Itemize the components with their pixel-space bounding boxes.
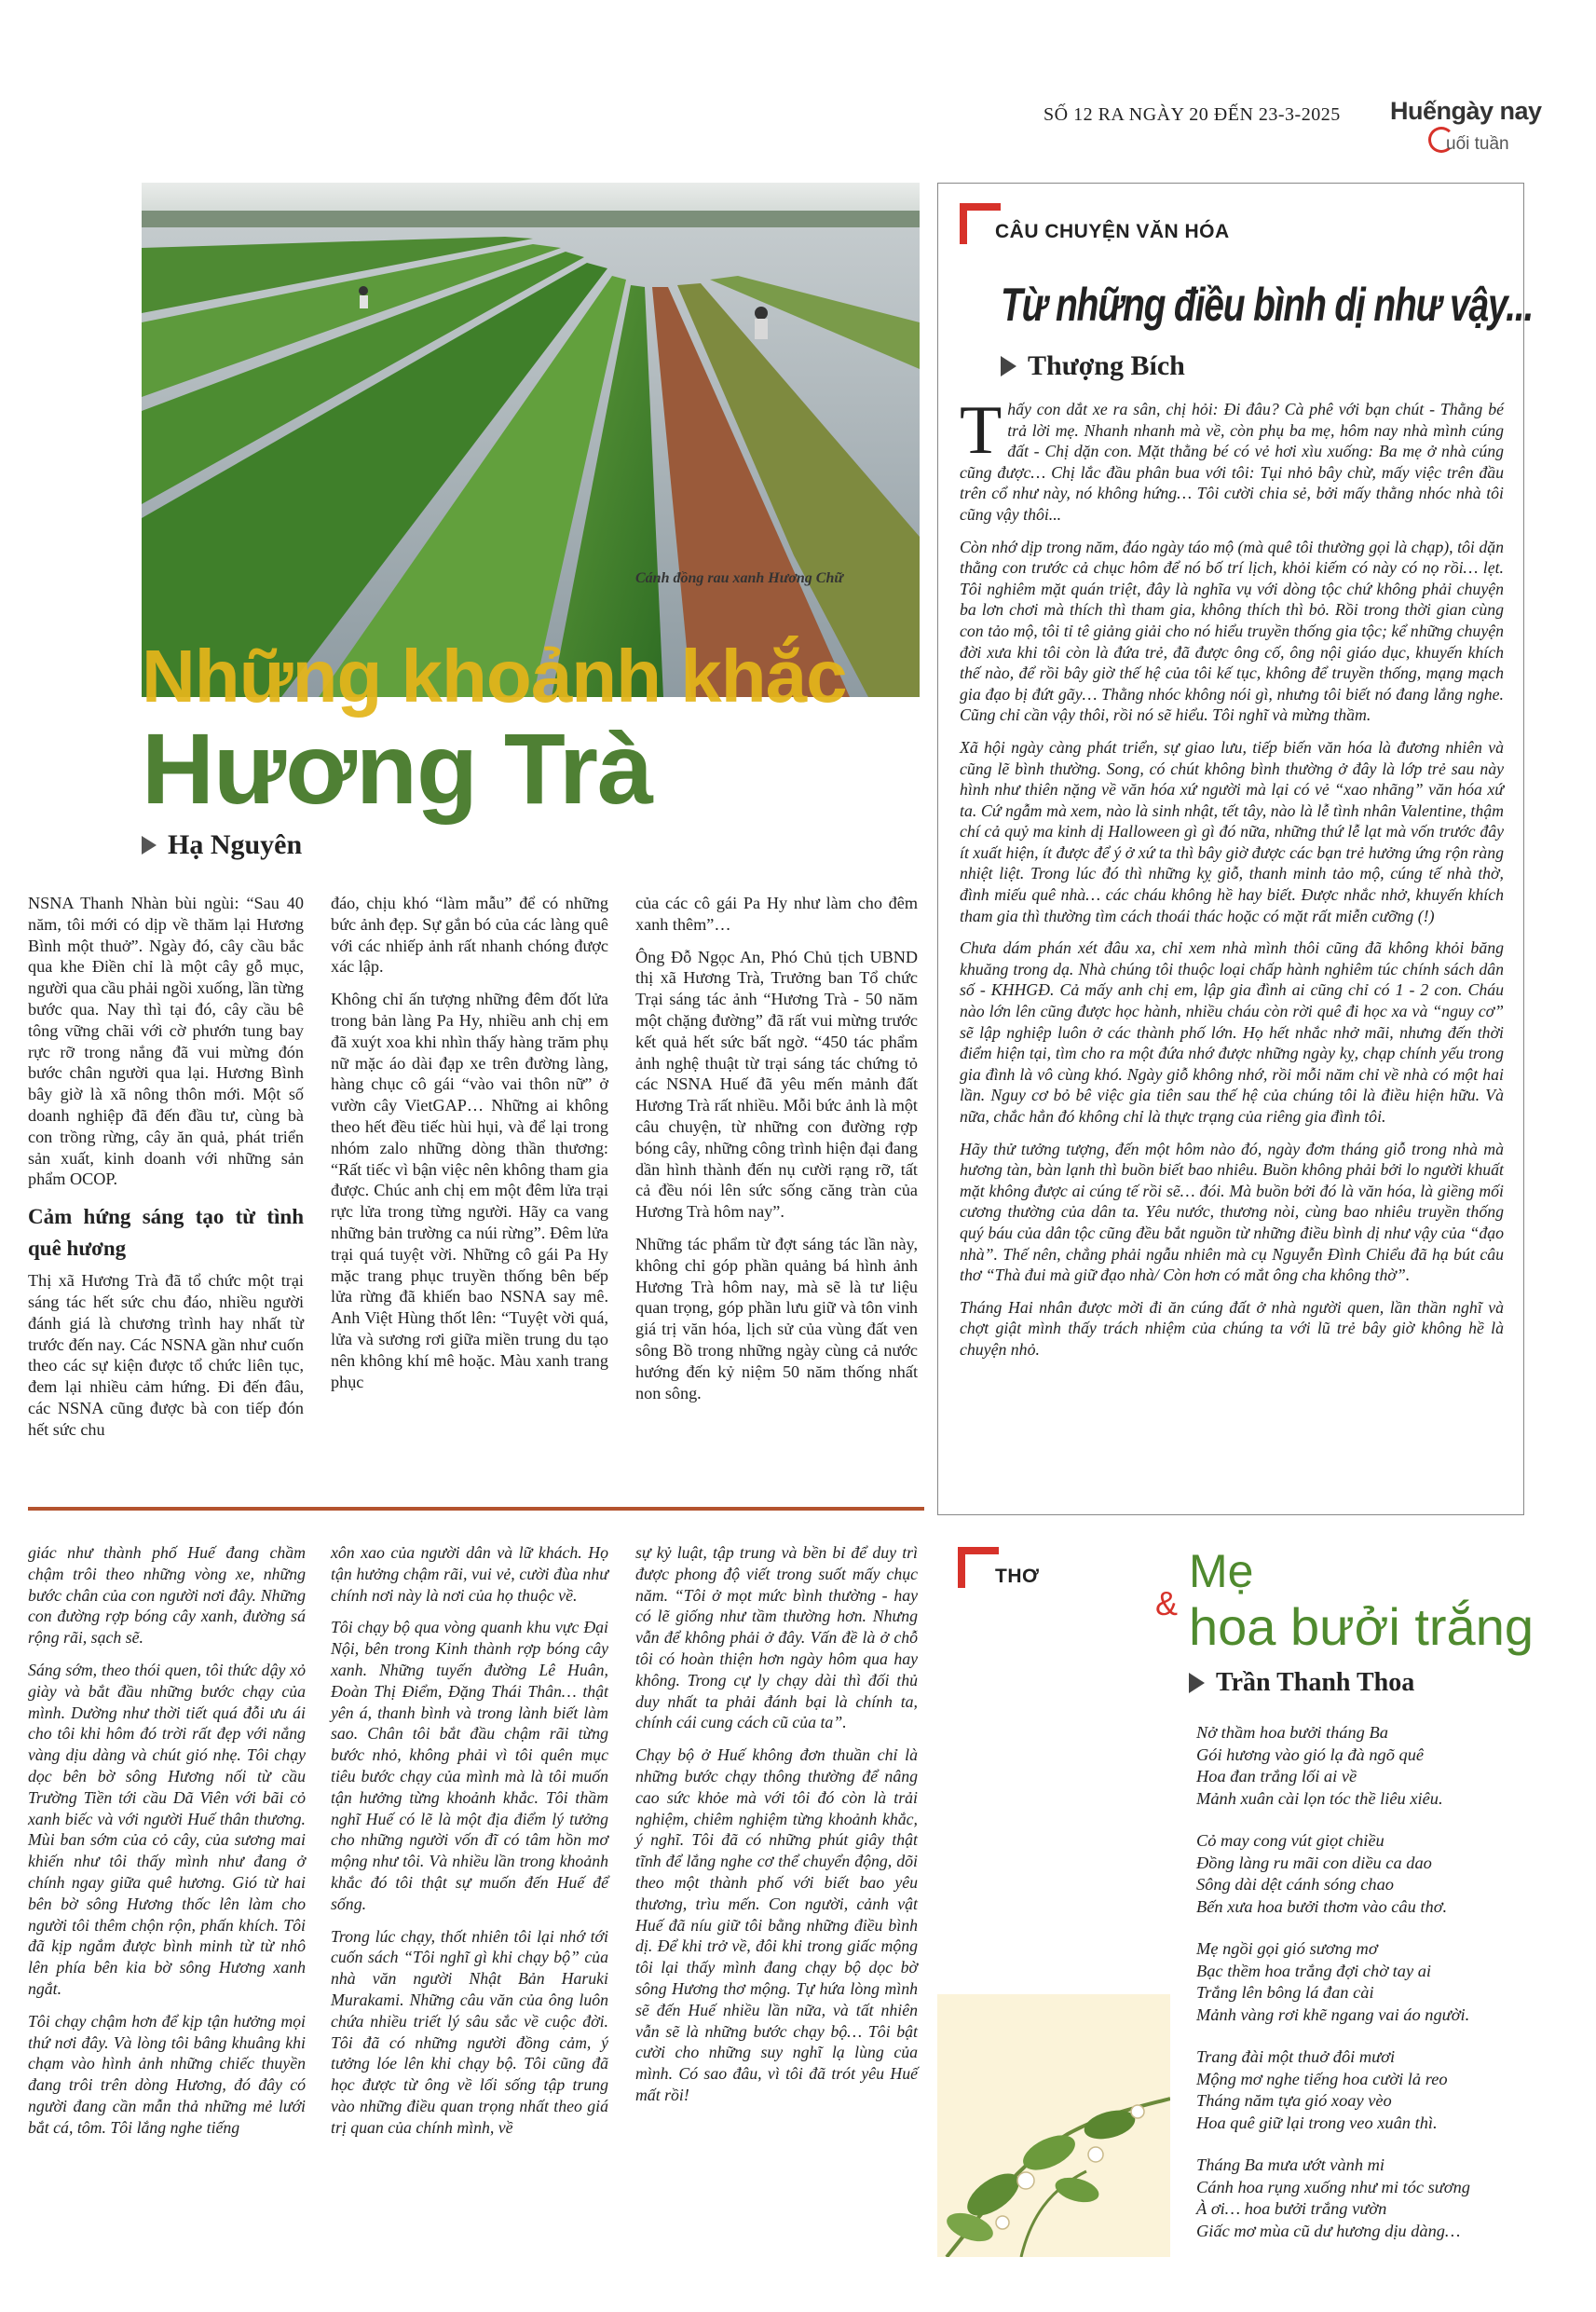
feature-column-1	[28, 893, 304, 1452]
poem-line: Đồng làng ru mãi con diều ca dao	[1196, 1853, 1432, 1872]
poem-line: Bến xưa hoa bưởi thơm vào câu thơ.	[1196, 1896, 1448, 1916]
feature-title-line2: Hương Trà	[142, 712, 653, 825]
play-triangle-icon	[1001, 356, 1016, 376]
poem-line: Mảnh xuân cài lọn tóc thề liêu xiêu.	[1196, 1788, 1443, 1808]
poem-line: Trắng lên bông lá đan cài	[1196, 1983, 1374, 2002]
photo-caption: Cánh đồng rau xanh Hương Chữ	[635, 570, 843, 586]
poem-rubric: THƠ	[995, 1566, 1040, 1587]
poem-ampersand: &	[1155, 1584, 1179, 1622]
culture-body	[960, 392, 1504, 1372]
poem-line: Nở thầm hoa bưởi tháng Ba	[1196, 1723, 1388, 1742]
paragraph: Ông Đỗ Ngọc An, Phó Chủ tịch UBND thị xã Hương Trà, Trưởng ban Tổ chức Trại sáng tác ảnh “Hương Trà - 50 năm một chặng đường” đã rất vui mừng trước kết quả hết sức bất ngờ. “450 tác phẩm ảnh nghệ thuật từ trại sáng tác chứng tỏ các NSNA Huế đã yêu mến mảnh đất Hương Trà rất nhiều. Mỗi bức ảnh là một câu chuyện, từ những con đường rợp bóng cây, những công trình hiện đại đang dần hình thành đến nụ cười rạng rỡ, tất cả đều nói lên sức sống căng tràn của Hương Trà hôm nay”.	[635, 947, 918, 1222]
poem-line: Cánh hoa rụng xuống như mi tóc sương	[1196, 2177, 1470, 2196]
publication-sub-logo: uối tuần	[1446, 134, 1509, 154]
paragraph: Không chỉ ấn tượng những đêm đốt lửa trong bản làng Pa Hy, nhiều anh chị em đã xuýt xoa khi nhìn thấy hàng trăm phụ nữ mặc áo dài đạp xe trên đường làng, hàng chục cô gái “vào vai thôn nữ” ở vườn cây VietGAP… Những ai không theo hết đều tiếc hùi hụi, và để lại trong nhóm zalo những dòng thần thương: “Rất tiếc vì bận việc nên không tham gia được. Chúc anh chị em một đêm lửa trại rực lửa trong từng người. Hãy ca vang những bản trường ca núi rừng”. Đêm lửa trại quá tuyệt vời. Những cô gái Pa Hy mặc trang phục truyền thống bên bếp lửa rừng đã khiến bao NSNA say mê. Anh Việt Hùng thốt lên: “Tuyệt vời quá, lửa và sương rơi giữa miền trung du tạo nên không khí mê hoặc. Màu xanh trang phục	[331, 990, 608, 1391]
running-column-2	[331, 1542, 608, 2150]
paragraph: Thị xã Hương Trà đã tổ chức một trại sáng tác hết sức chu đáo, nhiều người đánh giá là chương trình hay nhất từ trước đến nay. Các NSNA gần như cuốn theo các sự kiện được tổ chức liên tục, đem lại nhiều cảm hứng. Đi đến đâu, các NSNA cũng được bà con tiếp đón hết sức chu	[28, 1271, 304, 1439]
poem-line: Trang đài một thuở đôi mươi	[1196, 2047, 1396, 2066]
section-subhead: Cảm hứng sáng tạo từ tình quê hương	[28, 1205, 304, 1261]
feature-author: Hạ Nguyên	[168, 829, 303, 860]
paragraph: Sáng sớm, theo thói quen, tôi thức dậy xỏ giày và bắt đầu những bước chạy của mình. Dường như thời tiết quá đỗi ưu ái cho tôi khi hôm đó trời rất đẹp với nắng vàng dịu dàng và chút gió nhẹ. Tôi chạy dọc bên bờ sông Hương nối từ cầu Trường Tiền tới cầu Dã Viên với bãi cỏ xanh biếc và với người Huế thân thương. Mùi ban sớm của cỏ cây, của sương mai khiến như tôi thấy mình như đang ở chính ngay giữa quê hương. Gió từ hai bên bờ sông Hương thốc lên làm cho người tôi thêm chộn rộn, phấn khích. Tôi đã kịp ngắm được bình minh từ từ nhô lên phía bên kia bờ sông Hương xanh ngắt.	[28, 1660, 306, 1998]
poem-line: Hoa đan trắng lối ai về	[1196, 1767, 1357, 1785]
paragraph: Thấy con dắt xe ra sân, chị hỏi: Đi đâu? Cà phê với bạn chút - Thằng bé trả lời mẹ. Nhanh nhanh mà về, còn phụ ba mẹ, hôm nay nhà mình cúng đất - Chị dặn con. Mặt thằng bé có vẻ hơi xìu xuống: Ba mẹ ở nhà cúng cũng được… Chị lắc đầu phân bua với tôi: Tụi nhỏ bây chừ, mấy việc trên đầu trên cổ như này, nó không hứng… Tôi cười chia sẻ, bởi mấy thằng nhóc nhà tôi cũng vậy thôi...	[960, 392, 1504, 524]
paragraph: Trong lúc chạy, thốt nhiên tôi lại nhớ tới cuốn sách “Tôi nghĩ gì khi chạy bộ” của nhà văn người Nhật Bản Haruki Murakami. Những câu văn của ông luôn chứa nhiều triết lý sâu sắc về cuộc đời. Tôi đã có những người đồng cảm, ý tưởng lóe lên khi chạy bộ. Tôi cũng đã học được từ ông về lối sống tập trung vào những điều quan trọng nhất theo giá trị quan của chính mình, về	[331, 1926, 608, 2137]
poem-line: Tháng năm tựa gió xoay vèo	[1196, 2091, 1392, 2110]
poem-line: Mảnh vàng rơi khẽ ngang vai áo người.	[1196, 2004, 1470, 2024]
poem-line: Hoa quê giữ lại trong veo xuân thì.	[1196, 2113, 1438, 2132]
paragraph: NSNA Thanh Nhàn bùi ngùi: “Sau 40 năm, tôi mới có dịp về thăm lại Hương Bình một thuở”. Ngày đó, cây cầu bắc qua khe Điền chỉ là một cây gỗ mục, người qua cầu phải ngồi xuống, lần từng bước qua. Nay thì tại đó, cây cầu bê tông vững chãi với cờ phướn tung bay rực rỡ trong nắng đã vui mừng đón bước chân người qua lại. Hương Bình bây giờ là xã nông thôn mới. Một số doanh nghiệp đã đến đầu tư, cùng bà con trồng rừng, cây ăn quả, phát triển sản xuất, kinh doanh với những sản phẩm OCOP.	[28, 894, 304, 1189]
section-divider	[28, 1507, 924, 1511]
poem-stanza	[1196, 1722, 1513, 1810]
poem-stanza	[1196, 2046, 1513, 2134]
poem-stanza	[1196, 1830, 1513, 1918]
paragraph: Tôi chạy bộ qua vòng quanh khu vực Đại Nội, bên trong Kinh thành rợp bóng cây xanh. Những tuyến đường Lê Huân, Đoàn Thị Điểm, Đặng Thái Thân… thật yên á, thanh bình và trong lành biết làm sao. Chân tôi bắt đầu chậm rãi từng bước nhỏ, không phải vì tôi quên mục tiêu bước chạy của mình mà là tôi muốn tận hưởng từng khoảnh khắc. Tôi thầm nghĩ Huế có lẽ là một địa điểm lý tưởng cho những người vốn đĩ có tâm hồn mơ mộng như tôi. Và nhiều lần trong khoảnh khắc đó tôi thật sự muốn đến Huế để sống.	[331, 1618, 608, 1913]
paragraph: sự kỷ luật, tập trung và bền bỉ để duy trì được phong độ viết trong suốt mấy chục năm. “Tôi ở mọt mức bình thường - hay có lẽ giống như tầm thường hơn. Nhưng vẫn để không phải ở đây. Vấn đề là ở chỗ tôi có hoàn thiện hơn ngày hôm qua hay không. Trong cự ly chạy dài thì đối thủ duy nhất ta phải đánh bại là chính ta, chính cái cung cách cũ của ta”.	[635, 1543, 918, 1732]
paragraph: Còn nhớ dịp trong năm, đáo ngày táo mộ (mà quê tôi thường gọi là chạp), tôi dặn thằng con trước cả chục hôm để nó bố trí lịch, khỏi kiếm có này có nọ rồi… lẹt. Tôi nghiêm mặt quán triệt, đây là nghĩa vụ với dòng tộc chứ không phải chuyện ba lơn chơi mà thích thì tham gia, không thích thì bỏ. Rồi trong thời gian cùng con tảo mộ, tôi tỉ tê giảng giải cho nó hiểu truyền thống gia tộc; kể những chuyện đời xưa khi tôi còn là đứa trẻ, đã được ông cố, ông nội giáo dục, khuyến khích thế nào, để rồi bây giờ thế hệ của tôi kế tục, không để truyền thống, mạng mạch gia đạo bị đứt gãy… Thằng nhóc không nói gì, nhưng tôi biết nó đang lắng nghe. Cũng chỉ cần vậy thôi, rồi nó sẽ hiểu. Tôi nghĩ và mừng thầm.	[960, 537, 1504, 725]
poem-line: Mộng mơ nghe tiếng hoa cười lả reo	[1196, 2069, 1448, 2088]
poem-line: Sông dài dệt cánh sóng chao	[1196, 1875, 1394, 1894]
running-column-3	[635, 1542, 918, 2117]
culture-title: Từ những điều bình dị như vậy...	[1001, 279, 1534, 331]
poem-stanza	[1196, 1938, 1513, 2026]
paragraph: Chạy bộ ở Huế không đơn thuần chỉ là những bước chạy thông thường để nâng cao sức khỏe mà với tôi đó còn là trải nghiệm, chiêm nghiệm từng khoảnh khắc, ý nghĩ. Tôi đã có những phút giây thật tĩnh để lắng nghe cơ thể chuyển động, dõi theo một thành phố với biết bao yêu thương, trìu mến. Con người, cảnh vật Huế đã níu giữ tôi bằng những điều bình dị. Để khi trở về, đôi khi trong giấc mộng tôi lại thấy mình đang chạy bộ dọc bờ sông Hương thơ mộng. Tự hứa lòng mình sẽ đến Huế nhiều lần nữa, và tất nhiên vẫn sẽ là những bước chạy bộ… Tôi bật cười cho những suy nghĩ lạ lùng của mình. Có sao đâu, vì tôi đã trót yêu Huế mất rồi!	[635, 1745, 918, 2104]
play-triangle-icon	[142, 836, 157, 855]
poem-line: À ơi… hoa bưởi trắng vườn	[1196, 2199, 1387, 2218]
culture-rubric: CÂU CHUYỆN VĂN HÓA	[995, 221, 1230, 242]
paragraph: Tháng Hai nhân được mời đi ăn cúng đất ở nhà người quen, lần thần nghĩ và chợt giật mình thấy trách nhiệm của chúng ta với lũ trẻ bây giờ không hề là chuyện nhỏ.	[960, 1297, 1504, 1359]
poem-line: Bạc thềm hoa trắng đợi chờ tay ai	[1196, 1961, 1432, 1980]
poem-stanza	[1196, 2155, 1513, 2242]
paragraph: Xã hội ngày càng phát triển, sự giao lưu, tiếp biến văn hóa là đương nhiên và cũng lẽ bình thường. Song, có chút không bình thường ở đây là lớp trẻ sau này hình như thiên nặng về văn hóa xứ người mà lại có vẻ “xao nhãng” văn hóa xứ ta. Cứ ngẫm mà xem, nào là sinh nhật, tết tây, nào là lễ tình nhân Valentine, thậm chí cả quỷ ma kinh dị Halloween gì gì đó nữa, những thứ lễ lạt mà vốn trước đây ít xuất hiện, ít được để ý ở xứ ta thì bây giờ được các bạn trẻ hưởng ứng rộn ràng nhiệt liệt. Trong lúc đó thì những kỵ giỗ, thanh minh tảo mộ, cúng tế nhà thờ, đình miếu quê nhà… các cháu không hề hay biết. Được nhắc nhở, khuyến khích tham gia thì thường tìm cách thoái thác hoặc có mặt rất miễn cưỡng (!)	[960, 737, 1504, 925]
feature-column-3	[635, 893, 918, 1415]
poem-line: Giấc mơ mùa cũ dư hương dịu dàng…	[1196, 2221, 1461, 2240]
poem-line: Mẹ ngồi gọi gió sương mơ	[1196, 1939, 1378, 1958]
issue-line: SỐ 12 RA NGÀY 20 ĐẾN 23-3-2025	[1044, 104, 1341, 125]
publication-logo: Huếngày nay	[1390, 97, 1542, 125]
feature-title-line1: Những khoảnh khắc	[142, 635, 847, 718]
poem-title-line2: hoa bưởi trắng	[1189, 1597, 1534, 1656]
paragraph: đáo, chịu khó “làm mẫu” để có những bức ảnh đẹp. Sự gắn bó của các làng quê với các nhiếp ảnh rất nhanh chóng được xác lập.	[331, 894, 608, 977]
rice-field-photo	[142, 183, 920, 697]
poem-line: Tháng Ba mưa ướt vành mi	[1196, 2155, 1385, 2174]
paragraph: Hãy thử tưởng tượng, đến một hôm nào đó, ngày đơm tháng giỗ trong nhà mà hương tàn, bàn lạnh thì buồn biết bao nhiêu. Buồn không phải bởi lo người khuất mặt không được ai cúng tế rồi sẽ… đói. Mà buồn bởi đó là văn hóa, là giềng mối cương thường của dân ta. Yêu nước, thương nòi, cùng bao nhiêu truyền thống quý báu của dân tộc cũng đều bắt nguồn từ những điều bình dị như vậy của “đạo nhà”. Thế nên, chẳng phải ngẫu nhiên mà cụ Nguyễn Đình Chiểu đã hạ bút câu thơ “Thà đui mà giữ đạo nhà/ Còn hơn có mắt ông cha không thờ”.	[960, 1139, 1504, 1285]
paragraph: Chưa dám phán xét đâu xa, chỉ xem nhà mình thôi cũng đã không khỏi băng khuăng trong dạ. Nhà chúng tôi thuộc loại chấp hành nghiêm túc chính sách dân số - KHHGĐ. Cả mấy anh chị em, lập gia đình ai cũng chỉ có 1 - 2 con. Cháu nào lớn lên cũng được học hành, nhiều cháu còn rời quê đi học xa và “nguy cơ” sẽ lập nghiệp luôn ở các thành phố lớn. Họ hết nhắc nhở mãi, nhưng đến thời điểm hiện tại, tìm cho ra một đứa nhớ được những ngày kỵ, chạp chính yếu trong gia đình là vô cùng khó. Ngày giỗ không nhớ, rồi mỗi năm chỉ về nhà có một hai lần. Nguy cơ bỏ bê việc gia tiên sau thế hệ của chúng tôi là điều hiện hữu. Và nữa, chắc hẳn đó không chỉ là thực trạng của riêng gia đình tôi.	[960, 938, 1504, 1126]
grapefruit-blossom-illustration	[937, 1994, 1170, 2257]
culture-author: Thượng Bích	[1028, 350, 1185, 381]
feature-column-2	[331, 893, 608, 1403]
paragraph: giác như thành phố Huế đang chầm chậm trôi theo những vòng xe, những bước chân của con người nơi đây. Những con đường rợp bóng cây xanh, đường sá rộng rãi, sạch sẽ.	[28, 1543, 306, 1648]
poem-title-line1: Mẹ	[1189, 1545, 1254, 1597]
culture-byline	[1001, 350, 1185, 382]
poem-line: Cỏ may cong vút giọt chiều	[1196, 1831, 1385, 1850]
paragraph: xôn xao của người dân và lữ khách. Họ tận hưởng chậm rãi, vui vẻ, cười đùa như chính nơi này là nơi của họ thuộc về.	[331, 1543, 608, 1605]
drop-cap: T	[960, 392, 1003, 469]
poem-body	[1196, 1722, 1513, 2263]
rubric-corner-mark-icon	[958, 1547, 999, 1588]
paragraph: Tôi chạy chậm hơn để kịp tận hưởng mọi thứ nơi đây. Và lòng tôi bâng khuâng khi chạm vào hình ảnh những chiếc thuyền đang trôi trên dòng Hương, đó đây có người đang cần mẫn thả những mẻ lưới bắt cá, tôm. Tôi lắng nghe tiếng	[28, 2011, 306, 2137]
paragraph: Những tác phẩm từ đợt sáng tác lần này, không chỉ góp phần quảng bá hình ảnh Hương Trà hôm nay, mà sẽ là tư liệu quan trọng, góp phần lưu giữ và tôn vinh giá trị văn hóa, lịch sử của vùng đất ven sông Bồ trong những ngày cùng cả nước hướng đến kỷ niệm 50 năm thống nhất non sông.	[635, 1234, 918, 1402]
feature-byline	[142, 829, 302, 861]
poem-author: Trần Thanh Thoa	[1216, 1668, 1415, 1697]
poem-line: Gói hương vào gió lạ đà ngõ quê	[1196, 1744, 1425, 1764]
running-column-1	[28, 1542, 306, 2150]
play-triangle-icon	[1189, 1673, 1205, 1693]
paragraph: của các cô gái Pa Hy như làm cho đêm xanh thêm”…	[635, 894, 918, 934]
poem-byline	[1189, 1668, 1414, 1698]
